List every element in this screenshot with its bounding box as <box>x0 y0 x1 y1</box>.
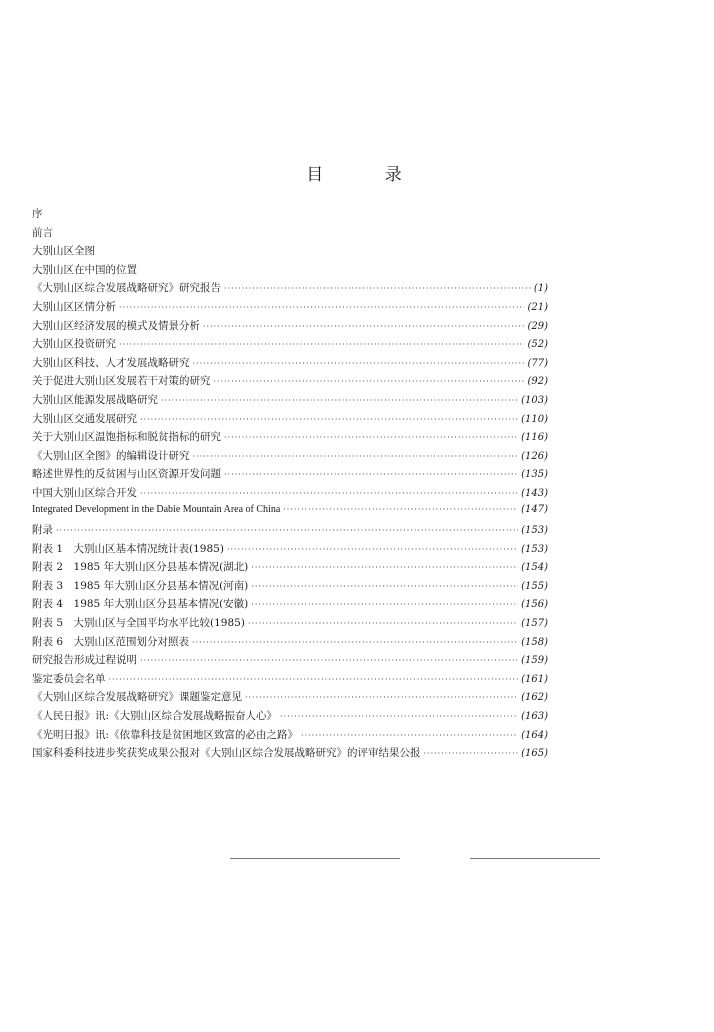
toc-page-number: (153) <box>521 543 548 555</box>
toc-entry <box>32 299 548 318</box>
toc-page-number: (161) <box>521 673 548 685</box>
dot-leader <box>203 322 524 331</box>
toc-entry <box>32 280 548 299</box>
toc-entry-title: 大别山区投资研究 <box>32 338 116 351</box>
dot-leader <box>192 638 518 647</box>
page-title: 目 录 <box>306 165 430 185</box>
toc-entry <box>32 504 548 523</box>
toc-entry <box>32 318 548 337</box>
toc-entry-title: 大别山区科技、人才发展战略研究 <box>32 356 190 369</box>
dot-leader <box>119 340 524 349</box>
dot-leader <box>424 749 519 758</box>
toc-entry-title: 前言 <box>32 226 53 239</box>
dot-leader <box>161 396 518 405</box>
toc-entry <box>32 392 548 411</box>
toc-page-number: (52) <box>527 339 548 351</box>
toc-entry <box>32 652 548 671</box>
toc-entry <box>32 485 548 504</box>
toc-page-number: (147) <box>521 503 548 515</box>
bottom-scan-rule <box>230 858 400 859</box>
toc-entry-title: 大别山区全图 <box>32 245 95 258</box>
toc-entry <box>32 615 548 634</box>
toc-entry <box>32 522 548 541</box>
toc-entry <box>32 727 548 746</box>
dot-leader <box>248 619 518 628</box>
toc-entry <box>32 262 548 281</box>
toc-entry-title: 大别山区区情分析 <box>32 300 116 313</box>
toc-entry <box>32 206 548 225</box>
toc-entry-title: 附表 5 大别山区与全国平均水平比较(1985) <box>32 617 245 630</box>
table-of-contents <box>32 206 548 764</box>
toc-entry <box>32 225 548 244</box>
toc-page-number: (77) <box>527 357 548 369</box>
toc-entry-title: 大别山区经济发展的模式及情景分析 <box>32 319 200 332</box>
toc-entry <box>32 689 548 708</box>
toc-entry <box>32 429 548 448</box>
dot-leader <box>193 452 519 461</box>
toc-page-number: (29) <box>527 320 548 332</box>
dot-leader <box>119 303 524 312</box>
toc-entry-title: 《大别山区全图》的编辑设计研究 <box>32 449 190 462</box>
toc-entry-title: 附表 2 1985 年大别山区分县基本情况(湖北) <box>32 561 249 574</box>
toc-page-number: (116) <box>521 432 548 444</box>
toc-entry-title: 研究报告形成过程说明 <box>32 654 137 667</box>
toc-entry <box>32 541 548 560</box>
toc-entry-title: 《大别山区综合发展战略研究》研究报告 <box>32 282 221 295</box>
dot-leader <box>251 582 518 591</box>
toc-entry-title: 国家科委科技进步奖获奖成果公报对《大别山区综合发展战略研究》的评审结果公报 <box>32 747 421 760</box>
toc-page-number: (157) <box>521 618 548 630</box>
toc-page-number: (143) <box>521 487 548 499</box>
toc-entry-title: 附表 3 1985 年大别山区分县基本情况(河南) <box>32 579 249 592</box>
toc-entry <box>32 373 548 392</box>
dot-leader <box>251 563 518 572</box>
dot-leader <box>109 675 519 684</box>
toc-entry-title: 序 <box>32 208 43 220</box>
toc-entry-title: 《大别山区综合发展战略研究》课题鉴定意见 <box>32 691 242 704</box>
toc-entry <box>32 708 548 727</box>
toc-page-number: (163) <box>521 711 548 723</box>
toc-entry <box>32 578 548 597</box>
toc-entry-title: 《人民日报》讯:《大别山区综合发展战略振奋人心》 <box>32 710 278 723</box>
toc-page-number: (92) <box>527 376 548 388</box>
toc-entry <box>32 243 548 262</box>
toc-page-number: (165) <box>521 748 548 760</box>
dot-leader <box>245 693 518 702</box>
dot-leader <box>193 359 525 368</box>
dot-leader <box>283 505 518 514</box>
toc-entry-title: 关于大别山区温饱指标和脱贫指标的研究 <box>32 431 221 444</box>
toc-entry <box>32 596 548 615</box>
dot-leader <box>140 656 518 665</box>
toc-entry-title: 略述世界性的反贫困与山区资源开发问题 <box>32 468 221 481</box>
toc-page-number: (1) <box>533 283 548 295</box>
dot-leader <box>224 284 531 293</box>
toc-entry-title: 附表 4 1985 年大别山区分县基本情况(安徽) <box>32 598 249 611</box>
dot-leader <box>251 600 518 609</box>
toc-entry-title: 大别山区能源发展战略研究 <box>32 393 158 406</box>
toc-page-number: (110) <box>521 413 548 425</box>
toc-entry-title: 关于促进大别山区发展若干对策的研究 <box>32 375 211 388</box>
toc-entry-title: 附表 6 大别山区范围划分对照表 <box>32 635 190 648</box>
toc-entry-title: 鉴定委员会名单 <box>32 672 106 685</box>
dot-leader <box>227 545 518 554</box>
toc-page-number: (135) <box>521 469 548 481</box>
toc-entry <box>32 466 548 485</box>
dot-leader <box>301 731 518 740</box>
toc-entry <box>32 411 548 430</box>
dot-leader <box>224 470 518 479</box>
toc-entry-title: 《光明日报》讯:《依靠科技是贫困地区致富的必由之路》 <box>32 728 299 741</box>
toc-page-number: (155) <box>521 580 548 592</box>
toc-entry <box>32 448 548 467</box>
toc-page-number: (159) <box>521 655 548 667</box>
toc-entry-title: 附表 1 大别山区基本情况统计表(1985) <box>32 542 224 555</box>
toc-page-number: (126) <box>521 450 548 462</box>
toc-page-number: (103) <box>521 394 548 406</box>
dot-leader <box>224 433 518 442</box>
toc-entry <box>32 745 548 764</box>
toc-entry <box>32 559 548 578</box>
toc-entry-title: 大别山区在中国的位置 <box>32 263 137 276</box>
dot-leader <box>280 712 518 721</box>
toc-page-number: (154) <box>521 562 548 574</box>
toc-page-number: (21) <box>527 301 548 313</box>
toc-entry-title: Integrated Development in the Dabie Mountain Area of China <box>32 503 281 515</box>
toc-page-number: (162) <box>521 692 548 704</box>
dot-leader <box>214 377 525 386</box>
toc-entry <box>32 336 548 355</box>
toc-entry-title: 中国大别山区综合开发 <box>32 486 137 499</box>
toc-entry-title: 附录 <box>32 524 53 537</box>
toc-page-number: (164) <box>521 729 548 741</box>
dot-leader <box>56 526 518 535</box>
toc-page-number: (158) <box>521 636 548 648</box>
bottom-scan-rule-right <box>470 858 600 859</box>
dot-leader <box>140 415 518 424</box>
toc-entry <box>32 671 548 690</box>
toc-page-number: (156) <box>521 599 548 611</box>
toc-entry <box>32 634 548 653</box>
toc-page-number: (153) <box>521 525 548 537</box>
dot-leader <box>140 489 518 498</box>
toc-entry <box>32 355 548 374</box>
toc-entry-title: 大别山区交通发展研究 <box>32 412 137 425</box>
